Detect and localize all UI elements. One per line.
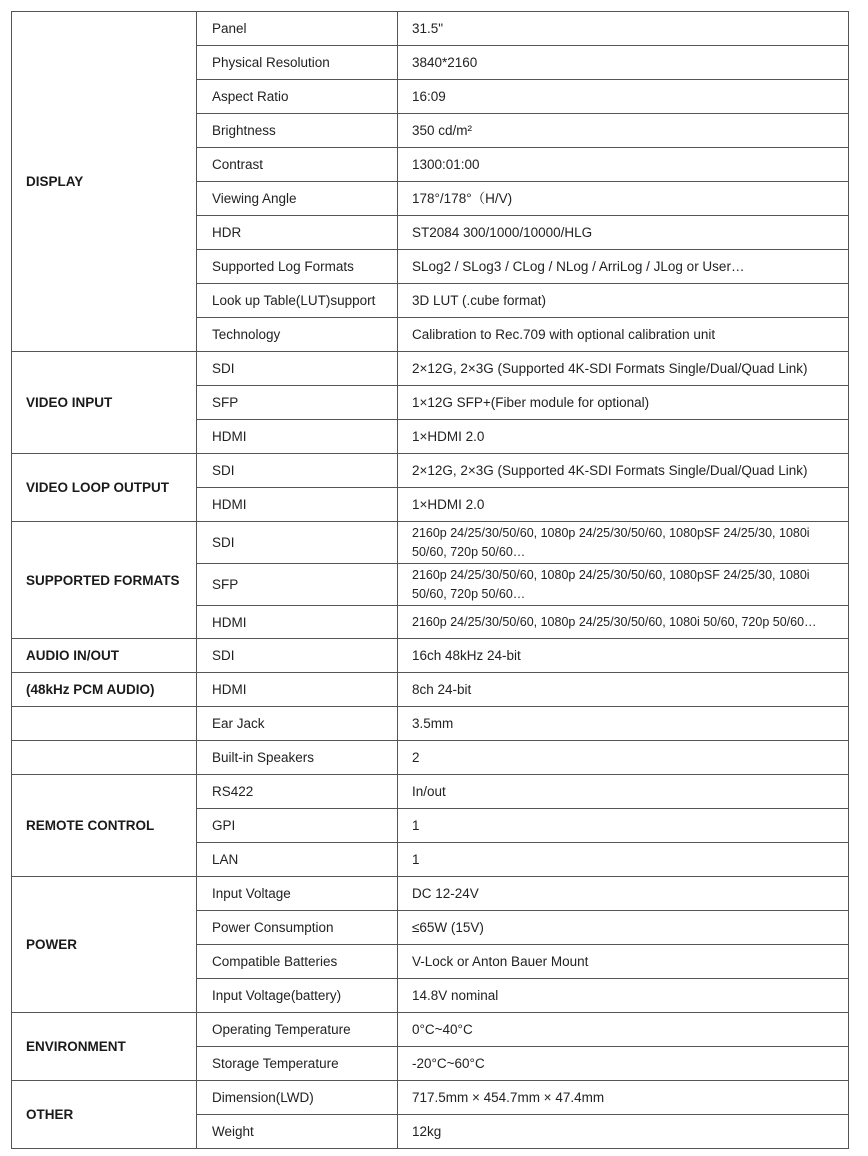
spec-name: SFP bbox=[197, 386, 398, 420]
spec-name: Brightness bbox=[197, 114, 398, 148]
spec-name: Technology bbox=[197, 318, 398, 352]
spec-value: 2160p 24/25/30/50/60, 1080p 24/25/30/50/60, 1080pSF 24/25/30, 1080i 50/60, 720p 50/60… bbox=[398, 522, 849, 564]
spec-value: In/out bbox=[398, 775, 849, 809]
spec-name: Compatible Batteries bbox=[197, 945, 398, 979]
spec-name: Viewing Angle bbox=[197, 182, 398, 216]
spec-value: ST2084 300/1000/10000/HLG bbox=[398, 216, 849, 250]
table-row bbox=[12, 877, 849, 911]
spec-name: Power Consumption bbox=[197, 911, 398, 945]
spec-name: Panel bbox=[197, 12, 398, 46]
spec-value: 2×12G, 2×3G (Supported 4K-SDI Formats Single/Dual/Quad Link) bbox=[398, 454, 849, 488]
spec-name: HDMI bbox=[197, 488, 398, 522]
spec-name: Dimension(LWD) bbox=[197, 1081, 398, 1115]
spec-value: 2160p 24/25/30/50/60, 1080p 24/25/30/50/60, 1080i 50/60, 720p 50/60… bbox=[398, 606, 849, 639]
spec-name: Ear Jack bbox=[197, 707, 398, 741]
category-audio-in-out: AUDIO IN/OUT bbox=[12, 639, 197, 673]
table-row bbox=[12, 352, 849, 386]
table-row bbox=[12, 454, 849, 488]
spec-name: HDMI bbox=[197, 606, 398, 639]
spec-name: Aspect Ratio bbox=[197, 80, 398, 114]
spec-name: Physical Resolution bbox=[197, 46, 398, 80]
spec-table bbox=[11, 11, 849, 1149]
spec-name: Look up Table(LUT)support bbox=[197, 284, 398, 318]
category-video-input: VIDEO INPUT bbox=[12, 352, 197, 454]
spec-name: GPI bbox=[197, 809, 398, 843]
spec-name: SFP bbox=[197, 564, 398, 606]
spec-name: Contrast bbox=[197, 148, 398, 182]
spec-value: ≤65W (15V) bbox=[398, 911, 849, 945]
spec-value: V-Lock or Anton Bauer Mount bbox=[398, 945, 849, 979]
spec-name: HDMI bbox=[197, 420, 398, 454]
spec-name: LAN bbox=[197, 843, 398, 877]
category-supported-formats: SUPPORTED FORMATS bbox=[12, 522, 197, 639]
spec-value: 1×12G SFP+(Fiber module for optional) bbox=[398, 386, 849, 420]
spec-value: 16ch 48kHz 24-bit bbox=[398, 639, 849, 673]
spec-value: 1 bbox=[398, 809, 849, 843]
spec-value: 178°/178°（H/V) bbox=[398, 182, 849, 216]
category-audio-pcm: (48kHz PCM AUDIO) bbox=[12, 673, 197, 707]
spec-value: DC 12-24V bbox=[398, 877, 849, 911]
spec-name: SDI bbox=[197, 352, 398, 386]
spec-value: 2×12G, 2×3G (Supported 4K-SDI Formats Single/Dual/Quad Link) bbox=[398, 352, 849, 386]
table-row bbox=[12, 639, 849, 673]
spec-value: 1×HDMI 2.0 bbox=[398, 420, 849, 454]
spec-value: 350 cd/m² bbox=[398, 114, 849, 148]
spec-value: 1 bbox=[398, 843, 849, 877]
category-environment: ENVIRONMENT bbox=[12, 1013, 197, 1081]
spec-value: 3.5mm bbox=[398, 707, 849, 741]
spec-name: RS422 bbox=[197, 775, 398, 809]
spec-name: Built-in Speakers bbox=[197, 741, 398, 775]
spec-value: 2160p 24/25/30/50/60, 1080p 24/25/30/50/60, 1080pSF 24/25/30, 1080i 50/60, 720p 50/60… bbox=[398, 564, 849, 606]
spec-value: 0°C~40°C bbox=[398, 1013, 849, 1047]
category-video-loop-output: VIDEO LOOP OUTPUT bbox=[12, 454, 197, 522]
spec-name: Operating Temperature bbox=[197, 1013, 398, 1047]
spec-value: -20°C~60°C bbox=[398, 1047, 849, 1081]
spec-name: Weight bbox=[197, 1115, 398, 1149]
spec-value: 1×HDMI 2.0 bbox=[398, 488, 849, 522]
table-row bbox=[12, 522, 849, 564]
spec-value: 8ch 24-bit bbox=[398, 673, 849, 707]
category-display: DISPLAY bbox=[12, 12, 197, 352]
spec-name: Supported Log Formats bbox=[197, 250, 398, 284]
spec-name: HDMI bbox=[197, 673, 398, 707]
spec-value: 2 bbox=[398, 741, 849, 775]
spec-name: Input Voltage(battery) bbox=[197, 979, 398, 1013]
spec-value: 31.5" bbox=[398, 12, 849, 46]
category-remote-control: REMOTE CONTROL bbox=[12, 775, 197, 877]
table-row bbox=[12, 707, 849, 741]
table-row bbox=[12, 673, 849, 707]
spec-name: HDR bbox=[197, 216, 398, 250]
table-row bbox=[12, 741, 849, 775]
spec-name: SDI bbox=[197, 454, 398, 488]
spec-name: SDI bbox=[197, 522, 398, 564]
spec-value: SLog2 / SLog3 / CLog / NLog / ArriLog / JLog or User… bbox=[398, 250, 849, 284]
category-empty bbox=[12, 741, 197, 775]
spec-value: 12kg bbox=[398, 1115, 849, 1149]
table-row bbox=[12, 1013, 849, 1047]
spec-value: 14.8V nominal bbox=[398, 979, 849, 1013]
spec-value: Calibration to Rec.709 with optional calibration unit bbox=[398, 318, 849, 352]
table-row bbox=[12, 1081, 849, 1115]
category-empty bbox=[12, 707, 197, 741]
spec-name: Storage Temperature bbox=[197, 1047, 398, 1081]
category-power: POWER bbox=[12, 877, 197, 1013]
spec-value: 3D LUT (.cube format) bbox=[398, 284, 849, 318]
spec-name: SDI bbox=[197, 639, 398, 673]
spec-name: Input Voltage bbox=[197, 877, 398, 911]
category-other: OTHER bbox=[12, 1081, 197, 1149]
spec-value: 717.5mm × 454.7mm × 47.4mm bbox=[398, 1081, 849, 1115]
table-row bbox=[12, 775, 849, 809]
spec-value: 3840*2160 bbox=[398, 46, 849, 80]
spec-value: 16:09 bbox=[398, 80, 849, 114]
spec-value: 1300:01:00 bbox=[398, 148, 849, 182]
table-row bbox=[12, 12, 849, 46]
